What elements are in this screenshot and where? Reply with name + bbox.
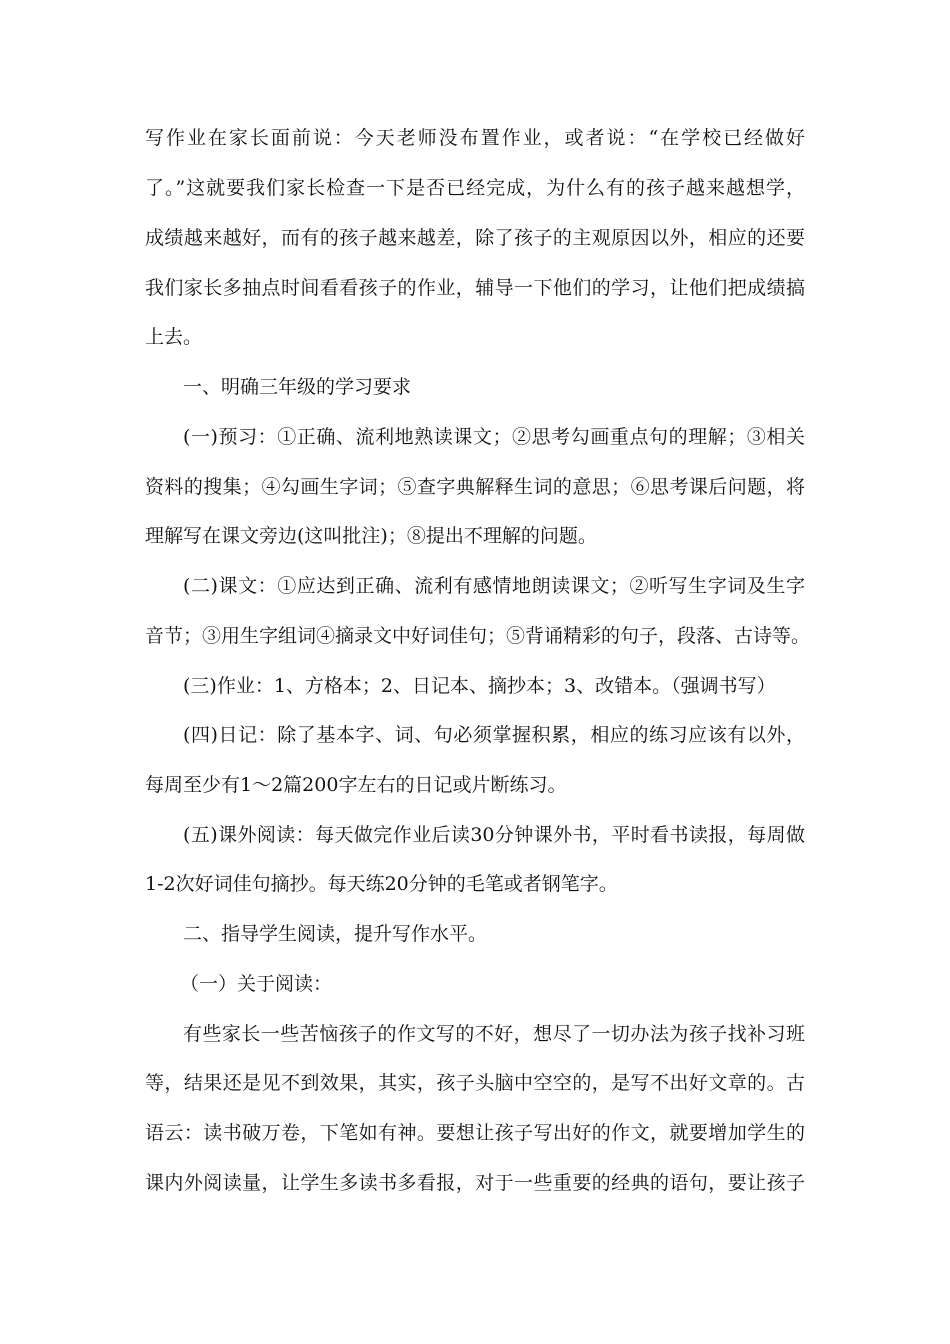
paragraph-line: 1-2次好词佳句摘抄。每天练20分钟的毛笔或者钢笔字。: [145, 873, 618, 895]
paragraph-line: (一)预习：①正确、流利地熟读课文；②思考勾画重点句的理解；③相关: [183, 426, 805, 448]
paragraph-line: (四)日记：除了基本字、词、句必须掌握积累，相应的练习应该有以外，: [183, 724, 805, 746]
paragraph-line: 资料的搜集；④勾画生字词；⑤查字典解释生词的意思；⑥思考课后问题，将: [145, 476, 805, 498]
paragraph-line: 等，结果还是见不到效果，其实，孩子头脑中空空的，是写不出好文章的。古: [145, 1072, 805, 1094]
section-heading: 二、指导学生阅读，提升写作水平。: [183, 923, 488, 945]
paragraph-line: 理解写在课文旁边(这叫批注)；⑧提出不理解的问题。: [145, 525, 597, 547]
section-heading: 一、明确三年级的学习要求: [183, 376, 412, 398]
paragraph-line: (五)课外阅读：每天做完作业后读30分钟课外书，平时看书读报，每周做: [183, 824, 805, 846]
paragraph-line: 成绩越来越好，而有的孩子越来越差，除了孩子的主观原因以外，相应的还要: [145, 227, 805, 249]
paragraph-line: (三)作业：1、方格本；2、日记本、摘抄本；3、改错本。（强调书写）: [183, 675, 776, 697]
paragraph-line: 语云：读书破万卷，下笔如有神。要想让孩子写出好的作文，就要增加学生的: [145, 1122, 805, 1144]
paragraph-line: 上去。: [145, 326, 203, 348]
paragraph-line: 每周至少有1～2篇200字左右的日记或片断练习。: [145, 774, 567, 796]
paragraph-line: (二)课文：①应达到正确、流利有感情地朗读课文；②听写生字词及生字: [183, 575, 805, 597]
paragraph-line: 课内外阅读量，让学生多读书多看报，对于一些重要的经典的语句，要让孩子: [145, 1172, 805, 1194]
paragraph-line: 我们家长多抽点时间看看孩子的作业，辅导一下他们的学习，让他们把成绩搞: [145, 277, 805, 299]
subsection-heading: （一）关于阅读：: [180, 973, 333, 995]
paragraph-line: 了。”这就要我们家长检查一下是否已经完成，为什么有的孩子越来越想学，: [145, 177, 805, 199]
paragraph-line: 有些家长一些苦恼孩子的作文写的不好，想尽了一切办法为孩子找补习班: [183, 1023, 805, 1045]
paragraph-line: 写作业在家长面前说：今天老师没布置作业，或者说：“在学校已经做好: [145, 127, 805, 149]
paragraph-line: 音节；③用生字组词④摘录文中好词佳句；⑤背诵精彩的句子，段落、古诗等。: [145, 625, 811, 647]
